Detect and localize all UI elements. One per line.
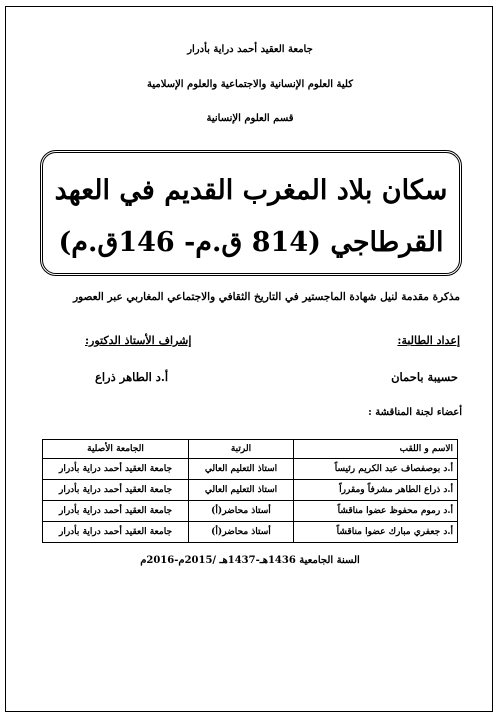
- member-university: جامعة العقيد أحمد دراية بأدرار: [43, 480, 189, 501]
- member-rank: أستاذ محاضر(أ): [189, 522, 294, 543]
- student-label: إعداد الطالبة:: [397, 334, 460, 347]
- committee-table: [42, 439, 458, 543]
- thesis-title-line2: القرطاجي (814 ق.م- 146ق.م): [58, 227, 444, 258]
- thesis-title-box: [40, 150, 462, 276]
- member-name: أ.د ذراع الطاهر مشرفاً ومقرراً: [294, 480, 458, 501]
- academic-year: السنة الجامعية 1436هـ-1437هـ /2015م-2016م: [140, 555, 360, 566]
- member-name: أ.د بوصفصاف عبد الكريم رئيساً: [294, 459, 458, 480]
- member-rank: أستاذ محاضر(أ): [189, 501, 294, 522]
- memo-description: مذكرة مقدمة لنيل شهادة الماجستير في التاريخ الثقافي والاجتماعي المغاربي عبر العصور: [73, 291, 460, 303]
- table-row: [43, 480, 458, 501]
- table-row: [43, 501, 458, 522]
- member-name: أ.د رموم محفوظ عضوا مناقشاً: [294, 501, 458, 522]
- table-row: [43, 522, 458, 543]
- committee-header-row: [43, 440, 458, 459]
- supervisor-name: أ.د الطاهر ذراع: [95, 370, 169, 384]
- member-university: جامعة العقيد أحمد دراية بأدرار: [43, 522, 189, 543]
- member-university: جامعة العقيد أحمد دراية بأدرار: [43, 501, 189, 522]
- col-header-university: الجامعة الأصلية: [43, 440, 189, 459]
- member-rank: استاذ التعليم العالي: [189, 459, 294, 480]
- university-name: جامعة العقيد أحمد دراية بأدرار: [187, 44, 313, 55]
- table-row: [43, 459, 458, 480]
- col-header-rank: الرتبة: [189, 440, 294, 459]
- thesis-title-line1: سكان بلاد المغرب القديم في العهد: [54, 175, 448, 206]
- member-rank: استاذ التعليم العالي: [189, 480, 294, 501]
- page-frame: [5, 6, 493, 712]
- col-header-name: الاسم و اللقب: [294, 440, 458, 459]
- department-name: قسم العلوم الإنسانية: [206, 113, 294, 124]
- member-university: جامعة العقيد أحمد دراية بأدرار: [43, 459, 189, 480]
- committee-label: أعضاء لجنة المناقشة :: [368, 407, 462, 418]
- faculty-name: كلية العلوم الإنسانية والاجتماعية والعلوم الإسلامية: [147, 79, 353, 90]
- student-name: حسيبة باحمان: [391, 370, 458, 384]
- member-name: أ.د جعفري مبارك عضوا مناقشاً: [294, 522, 458, 543]
- supervisor-label: إشراف الأستاذ الدكتور:: [85, 334, 192, 347]
